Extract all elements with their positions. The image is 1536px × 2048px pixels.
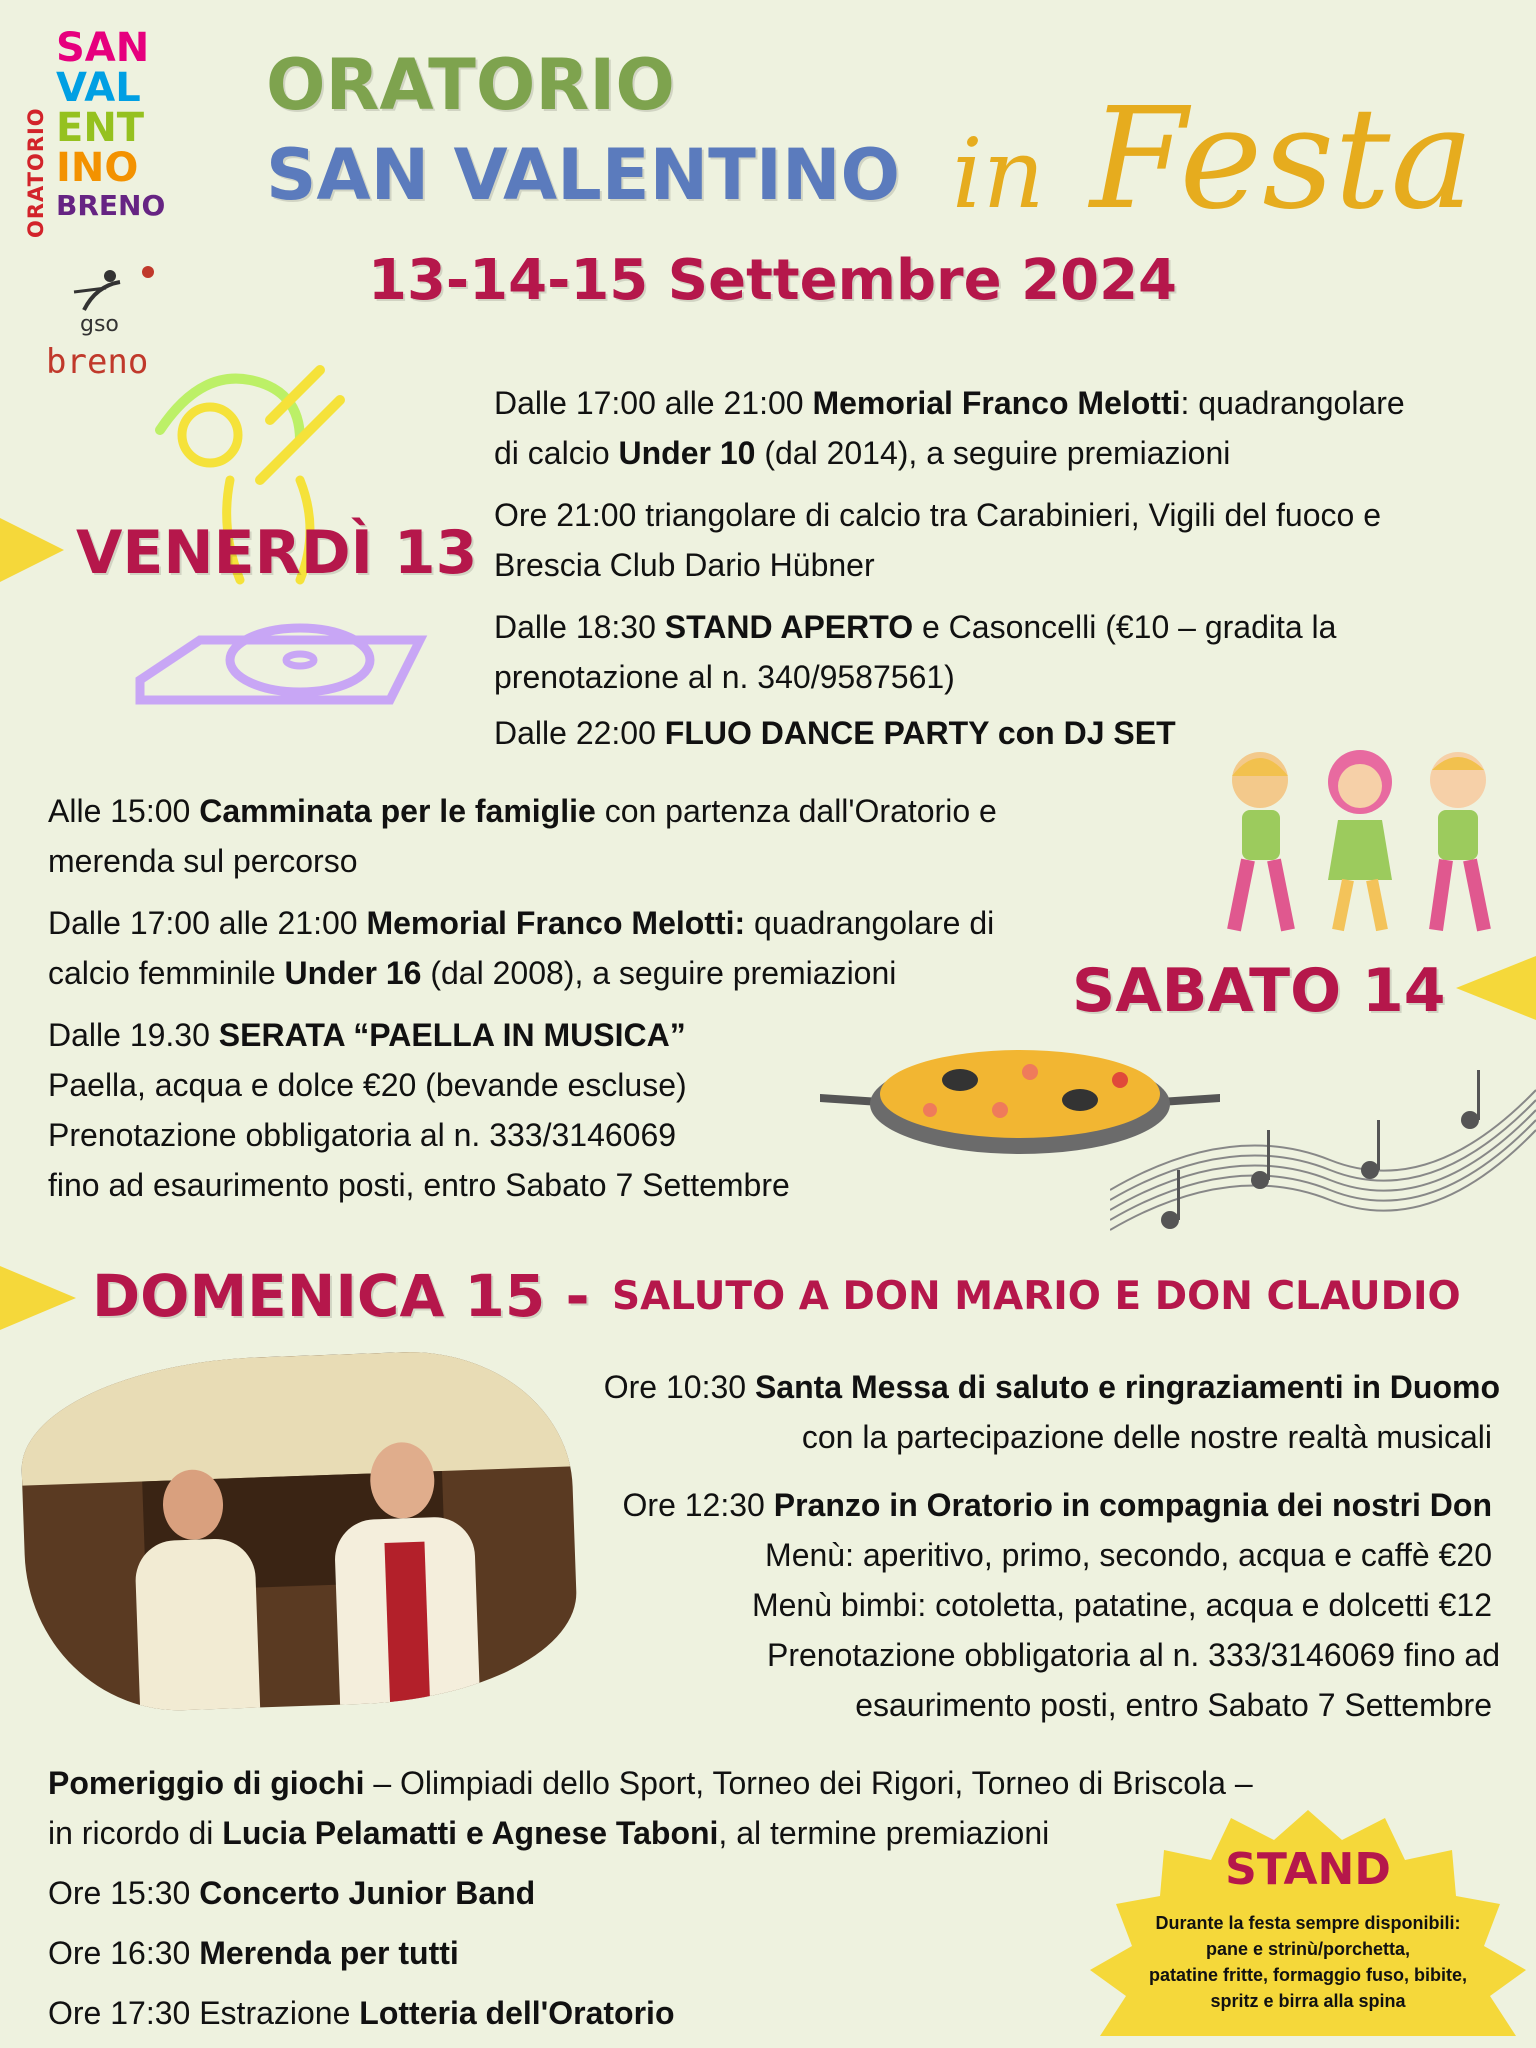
- schedule-line: esaurimento posti, entro Sabato 7 Settembre: [855, 1687, 1492, 1723]
- logo-line-3: ENT: [56, 105, 145, 151]
- saturday-label: SABATO 14: [1072, 956, 1446, 1026]
- schedule-line: Menù: aperitivo, primo, secondo, acqua e caffè €20: [765, 1537, 1492, 1573]
- schedule-line: Prenotazione obbligatoria al n. 333/3146069: [48, 1117, 677, 1153]
- sunday-right-schedule: [604, 1362, 1500, 1730]
- sunday-arrow: [0, 1266, 76, 1330]
- schedule-line: Alle 15:00 Camminata per le famiglie con partenza dall'Oratorio e: [48, 793, 997, 829]
- sunday-subtitle: SALUTO A DON MARIO E DON CLAUDIO: [612, 1274, 1461, 1319]
- oratorio-logo: [24, 25, 196, 248]
- schedule-line: fino ad esaurimento posti, entro Sabato 7 Settembre: [48, 1167, 790, 1203]
- friday-item: [494, 378, 1405, 478]
- friday-schedule: [494, 378, 1405, 758]
- friday-item: [494, 490, 1405, 590]
- schedule-line: con la partecipazione delle nostre realtà musicali: [801, 1419, 1492, 1455]
- stand-line: Durante la festa sempre disponibili:: [1155, 1913, 1461, 1933]
- priests-photo: [18, 1347, 580, 1716]
- schedule-line: Ore 12:30 Pranzo in Oratorio in compagnia dei nostri Don: [622, 1487, 1492, 1523]
- title-san-valentino: SAN VALENTINO: [266, 134, 901, 216]
- photo-wall: [18, 1347, 572, 1486]
- schedule-line: Paella, acqua e dolce €20 (bevande escluse): [48, 1067, 687, 1103]
- schedule-line: Brescia Club Dario Hübner: [494, 547, 875, 583]
- logo-line-4: INO: [56, 145, 139, 191]
- schedule-line: merenda sul percorso: [48, 843, 358, 879]
- schedule-line: Dalle 18:30 STAND APERTO e Casoncelli (€10 – gradita la: [494, 609, 1337, 645]
- priest-right: [331, 1440, 481, 1716]
- schedule-line: Dalle 17:00 alle 21:00 Memorial Franco Melotti: quadrangolare di: [48, 905, 995, 941]
- sunday-afternoon-schedule: [48, 1758, 1253, 2038]
- schedule-line: in ricordo di Lucia Pelamatti e Agnese Taboni, al termine premiazioni: [48, 1815, 1050, 1851]
- schedule-line: Ore 15:30 Concerto Junior Band: [48, 1875, 536, 1911]
- schedule-line: Ore 16:30 Merenda per tutti: [48, 1935, 459, 1971]
- kids-illustration: [1210, 740, 1510, 940]
- schedule-line: prenotazione al n. 340/9587561): [494, 659, 955, 695]
- event-dates: 13-14-15 Settembre 2024: [368, 248, 1177, 313]
- schedule-line: Dalle 19.30 SERATA “PAELLA IN MUSICA”: [48, 1017, 686, 1053]
- logo-line-5: BRENO: [56, 189, 166, 222]
- music-notes-illustration: [1110, 1030, 1536, 1250]
- schedule-line: Prenotazione obbligatoria al n. 333/3146069 fino ad: [766, 1637, 1500, 1673]
- schedule-line: calcio femminile Under 16 (dal 2008), a seguire premiazioni: [48, 955, 897, 991]
- schedule-line: Menù bimbi: cotoletta, patatine, acqua e dolcetti €12: [751, 1587, 1492, 1623]
- logo-line-2: VAL: [56, 65, 141, 111]
- breno-text: breno: [46, 342, 149, 382]
- title-festa: Festa: [1090, 78, 1474, 241]
- title-in: in: [952, 118, 1045, 230]
- schedule-line: Ore 10:30 Santa Messa di saluto e ringraziamenti in Duomo: [603, 1369, 1500, 1405]
- friday-arrow: [0, 518, 64, 582]
- friday-item: [494, 602, 1405, 702]
- logo-vertical-text: ORATORIO: [24, 107, 48, 238]
- stand-text: [1080, 1910, 1536, 2014]
- schedule-line: Dalle 17:00 alle 21:00 Memorial Franco Melotti: quadrangolare: [494, 385, 1405, 421]
- friday-label: VENERDÌ 13: [76, 518, 478, 588]
- logo-word-stack: [56, 25, 166, 222]
- logo-line-1: SAN: [56, 25, 150, 71]
- schedule-line: di calcio Under 10 (dal 2014), a seguire premiazioni: [494, 435, 1231, 471]
- gso-text: gso: [80, 312, 119, 337]
- title-oratorio: ORATORIO: [266, 44, 675, 126]
- schedule-line: Dalle 22:00 FLUO DANCE PARTY con DJ SET: [494, 715, 1176, 751]
- schedule-line: Pomeriggio di giochi – Olimpiadi dello Sport, Torneo dei Rigori, Torneo di Briscola –: [48, 1765, 1253, 1801]
- stand-line: patatine fritte, formaggio fuso, bibite,: [1148, 1965, 1467, 1985]
- sunday-label: DOMENICA 15 -: [92, 1262, 590, 1330]
- stand-line: pane e strinù/porchetta,: [1205, 1939, 1411, 1959]
- schedule-line: Ore 21:00 triangolare di calcio tra Carabinieri, Vigili del fuoco e: [494, 497, 1381, 533]
- stand-title: STAND: [1225, 1844, 1391, 1895]
- stand-line: spritz e birra alla spina: [1210, 1991, 1406, 2011]
- priest-left: [132, 1468, 261, 1716]
- schedule-line: Ore 17:30 Estrazione Lotteria dell'Oratorio: [48, 1995, 675, 2031]
- saturday-arrow: [1456, 956, 1536, 1020]
